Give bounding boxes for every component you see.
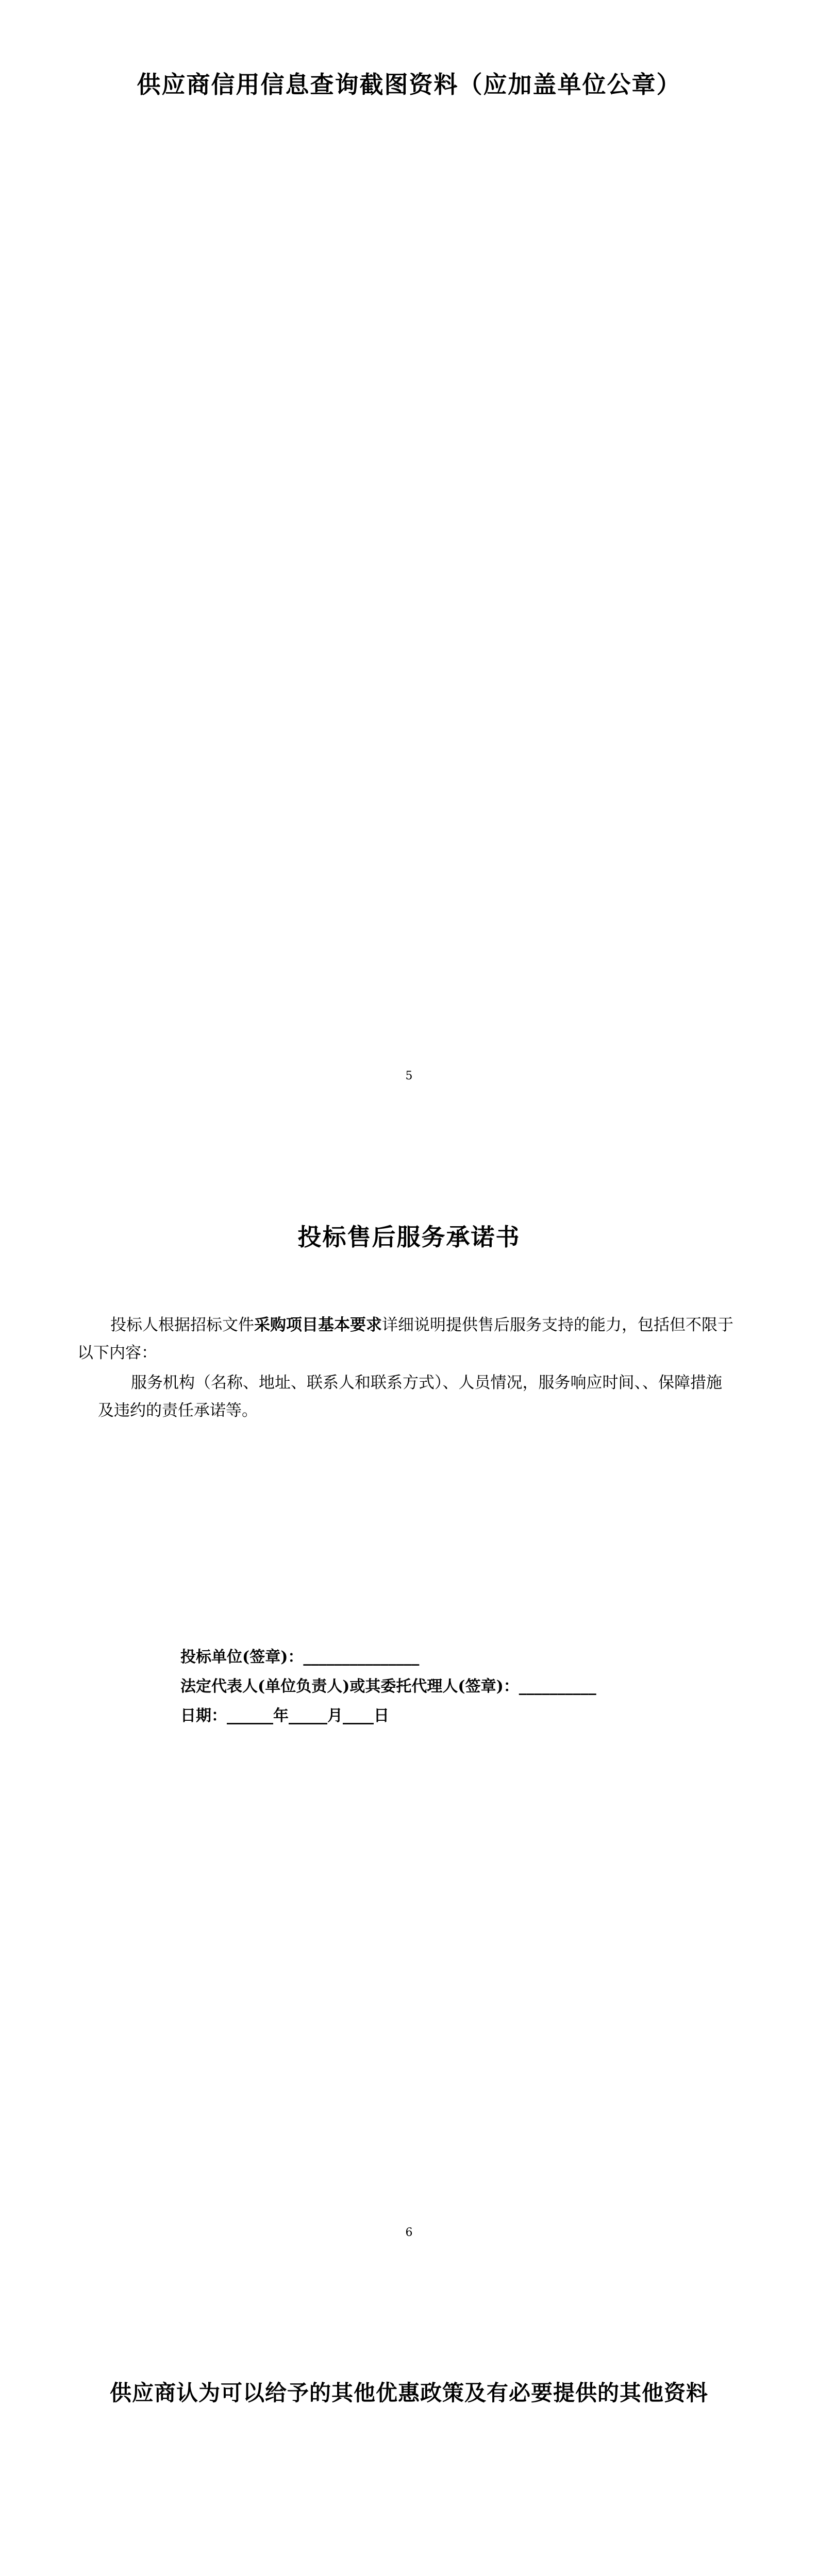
page-title: 投标售后服务承诺书 bbox=[297, 1223, 521, 1251]
document-page-6 bbox=[0, 1157, 818, 2313]
paragraph-emphasis: 采购项目基本要求 bbox=[254, 1316, 382, 1334]
paragraph-text: 服务机构（名称、地址、联系人和联系方式）、人员情况，服务响应时间、、保障措施及违约的责任承诺等。 bbox=[98, 1374, 722, 1420]
representative-signature-line: 法定代表人(单位负责人)或其委托代理人(签章)：__________ bbox=[180, 1677, 596, 1696]
document-page-5 bbox=[0, 0, 818, 1157]
date-line: 日期：______年_____月____日 bbox=[180, 1707, 389, 1725]
bidder-signature-line: 投标单位(签章)：_______________ bbox=[180, 1648, 420, 1666]
page-title: 供应商认为可以给予的其他优惠政策及有必要提供的其他资料 bbox=[109, 2380, 708, 2405]
page-number: 6 bbox=[405, 2226, 413, 2239]
body-paragraph bbox=[98, 1369, 737, 1425]
paragraph-lead: 投标人根据招标文件 bbox=[110, 1316, 254, 1334]
document-page-7 bbox=[0, 2313, 818, 2576]
paragraph-tail: 详细说明提供售后服务支持的能力，包括但不限于以下内容： bbox=[77, 1316, 733, 1363]
page-number: 5 bbox=[405, 1070, 413, 1082]
page-title: 供应商信用信息查询截图资料（应加盖单位公章） bbox=[137, 71, 681, 98]
body-paragraph bbox=[77, 1311, 737, 1367]
